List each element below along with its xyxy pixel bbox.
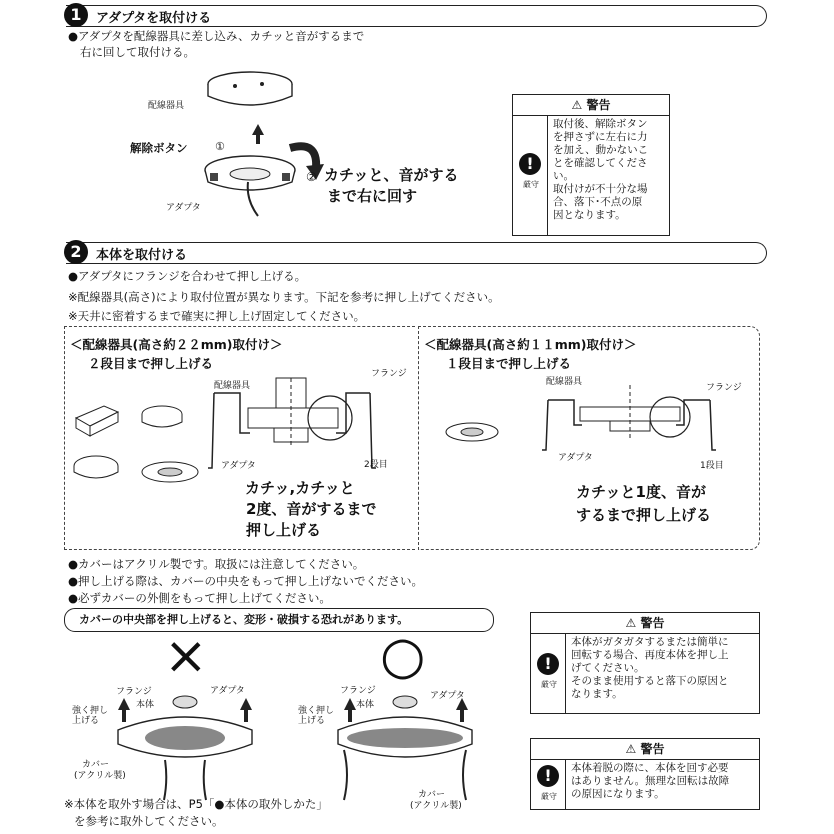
step1-click-2: まで右に回す [327,187,418,205]
label-num1: ① [215,140,225,153]
note-3: ●必ずカバーの外側をもって押し上げてください。 [68,591,331,605]
step1-line-2: 右に回して取付ける。 [80,45,195,59]
step1-number: 1 [64,3,88,27]
warning-box-2 [530,612,760,714]
warning-icon-column [531,759,566,809]
step2-line-1: ●アダプタにフランジを合わせて押し上げる。 [68,269,307,283]
case22-stage: 2段目 [364,460,388,470]
case11-stage: 1段目 [700,461,724,471]
warning-line: なります。 [571,688,623,700]
warning-header [513,95,669,116]
circle-mark-icon: ○ [380,626,426,686]
warning-line: げてください。 [571,662,645,674]
case11-adapter: アダプタ [558,453,593,463]
step2-title: 本体を取付ける [96,248,188,263]
warning-title: 警告 [586,98,611,112]
step1-click-1: カチッと、音がする [324,166,459,184]
bad-body: 本体 [136,700,155,710]
case22-title: ＜配線器具(高さ約２２mm)取付け＞ [70,337,283,352]
warning-line: とを確認してくださ [553,157,648,169]
warning-header [531,739,759,760]
good-flange: フランジ [340,686,376,696]
case22-click-3: 押し上げる [246,521,322,539]
warning-body [553,118,663,222]
label-adapter: アダプタ [166,203,201,213]
step2-number: 2 [64,240,88,264]
case11-click-2: するまで押し上げる [576,506,712,524]
case11-sub: １段目まで押し上げる [446,356,572,371]
case22-adapter: アダプタ [221,461,256,471]
fixture-types-illustration [70,400,200,490]
case11-title: ＜配線器具(高さ約１１mm)取付け＞ [424,337,637,352]
warning-box-3 [530,738,760,810]
case22-fixture: 配線器具 [214,381,251,391]
exclamation-icon: ! [537,765,559,787]
warning-header [531,613,759,634]
warning-line: そのまま使用すると落下の原因と [571,675,729,687]
bad-flange: フランジ [116,687,152,697]
cross-mark-icon: × [164,626,208,686]
good-cover: カバー [418,790,446,800]
step1-line-1: ●アダプタを配線器具に差し込み、カチッと音がするまで [68,29,365,43]
label-release-button: 解除ボタン [130,141,188,155]
warning-line: 合、落下･不点の原 [553,196,643,208]
warning-box-1 [512,94,670,236]
warning-line: 因となります。 [553,209,626,221]
warning-triangle-icon: ⚠ [625,616,641,630]
label-num2: ② [306,170,317,184]
bad-push-illustration [110,690,260,800]
bad-acrylic: (アクリル製) [74,771,126,781]
warning-body [571,762,753,801]
warning-line: 取付後、解除ボタン [553,118,648,130]
step2-line-3: ※天井に密着するまで確実に押し上げ固定してください。 [68,309,366,323]
case11-fixture: 配線器具 [546,377,583,387]
step2-header [66,242,767,264]
warning-line: い。 [553,170,574,182]
warning-line: 回転する場合、再度本体を押し上 [571,649,729,661]
case11-flange: フランジ [706,383,742,393]
warning-line: 本体がガタガタするまたは簡単に [571,636,729,648]
step1-title: アダプタを取付ける [96,11,212,26]
warning-title: 警告 [640,742,665,756]
warning-triangle-icon: ⚠ [625,742,641,756]
case22-sub: ２段目まで押し上げる [88,356,214,371]
good-push-illustration [330,690,480,800]
warning-line: 取付けが不十分な場 [553,183,648,195]
case22-click-1: カチッ,カチッと [245,479,355,497]
warning-icon-column [531,633,566,713]
warning-body [571,636,753,701]
exclamation-icon: ! [537,653,559,675]
warning-line: はありません。無理な回転は故障 [571,775,730,787]
note-2: ●押し上げる際は、カバーの中央をもって押し上げないでください。 [68,574,424,588]
bad-cover: カバー [82,760,110,770]
bad-push: 強く押し上げる [72,706,109,726]
warning-triangle-icon: ⚠ [571,98,587,112]
exclamation-icon: ! [519,153,541,175]
step1-header [66,5,767,27]
note-1: ●カバーはアクリル製です。取扱には注意してください。 [68,557,365,571]
case22-click-2: 2度、音がするまで [246,500,377,518]
good-acrylic: (アクリル製) [410,801,462,811]
step2-line-2: ※配線器具(高さ)により取付位置が異なります。下記を参考に押し上げてください。 [68,290,500,304]
good-adapter: アダプタ [430,691,465,701]
warning-line: を加え、動かないこ [553,144,649,156]
label-fixture: 配線器具 [148,101,185,111]
warning-line: 本体着脱の際に、本体を回す必要 [571,762,729,774]
warning-line: の原因になります。 [571,788,665,800]
case11-click-1: カチッと1度、音が [576,483,706,501]
footnote-1: ※本体を取外す場合は、P5「●本体の取外しかた」 [64,797,328,811]
strict-label: 厳守 [541,792,557,801]
footnote-2: を参考に取外してください。 [74,814,224,828]
good-push: 強く押し上げる [298,706,335,726]
warning-icon-column [513,115,548,235]
bad-adapter: アダプタ [210,686,245,696]
good-body: 本体 [356,700,375,710]
caution-banner: カバーの中央部を押し上げると、変形・破損する恐れがあります。 [64,608,494,632]
strict-label: 厳守 [541,680,557,689]
warning-title: 警告 [640,616,665,630]
case22-flange: フランジ [371,369,407,379]
case11-adapter-illustration [444,420,504,450]
warning-line: を押さずに左右に力 [553,131,648,143]
strict-label: 厳守 [523,180,539,189]
